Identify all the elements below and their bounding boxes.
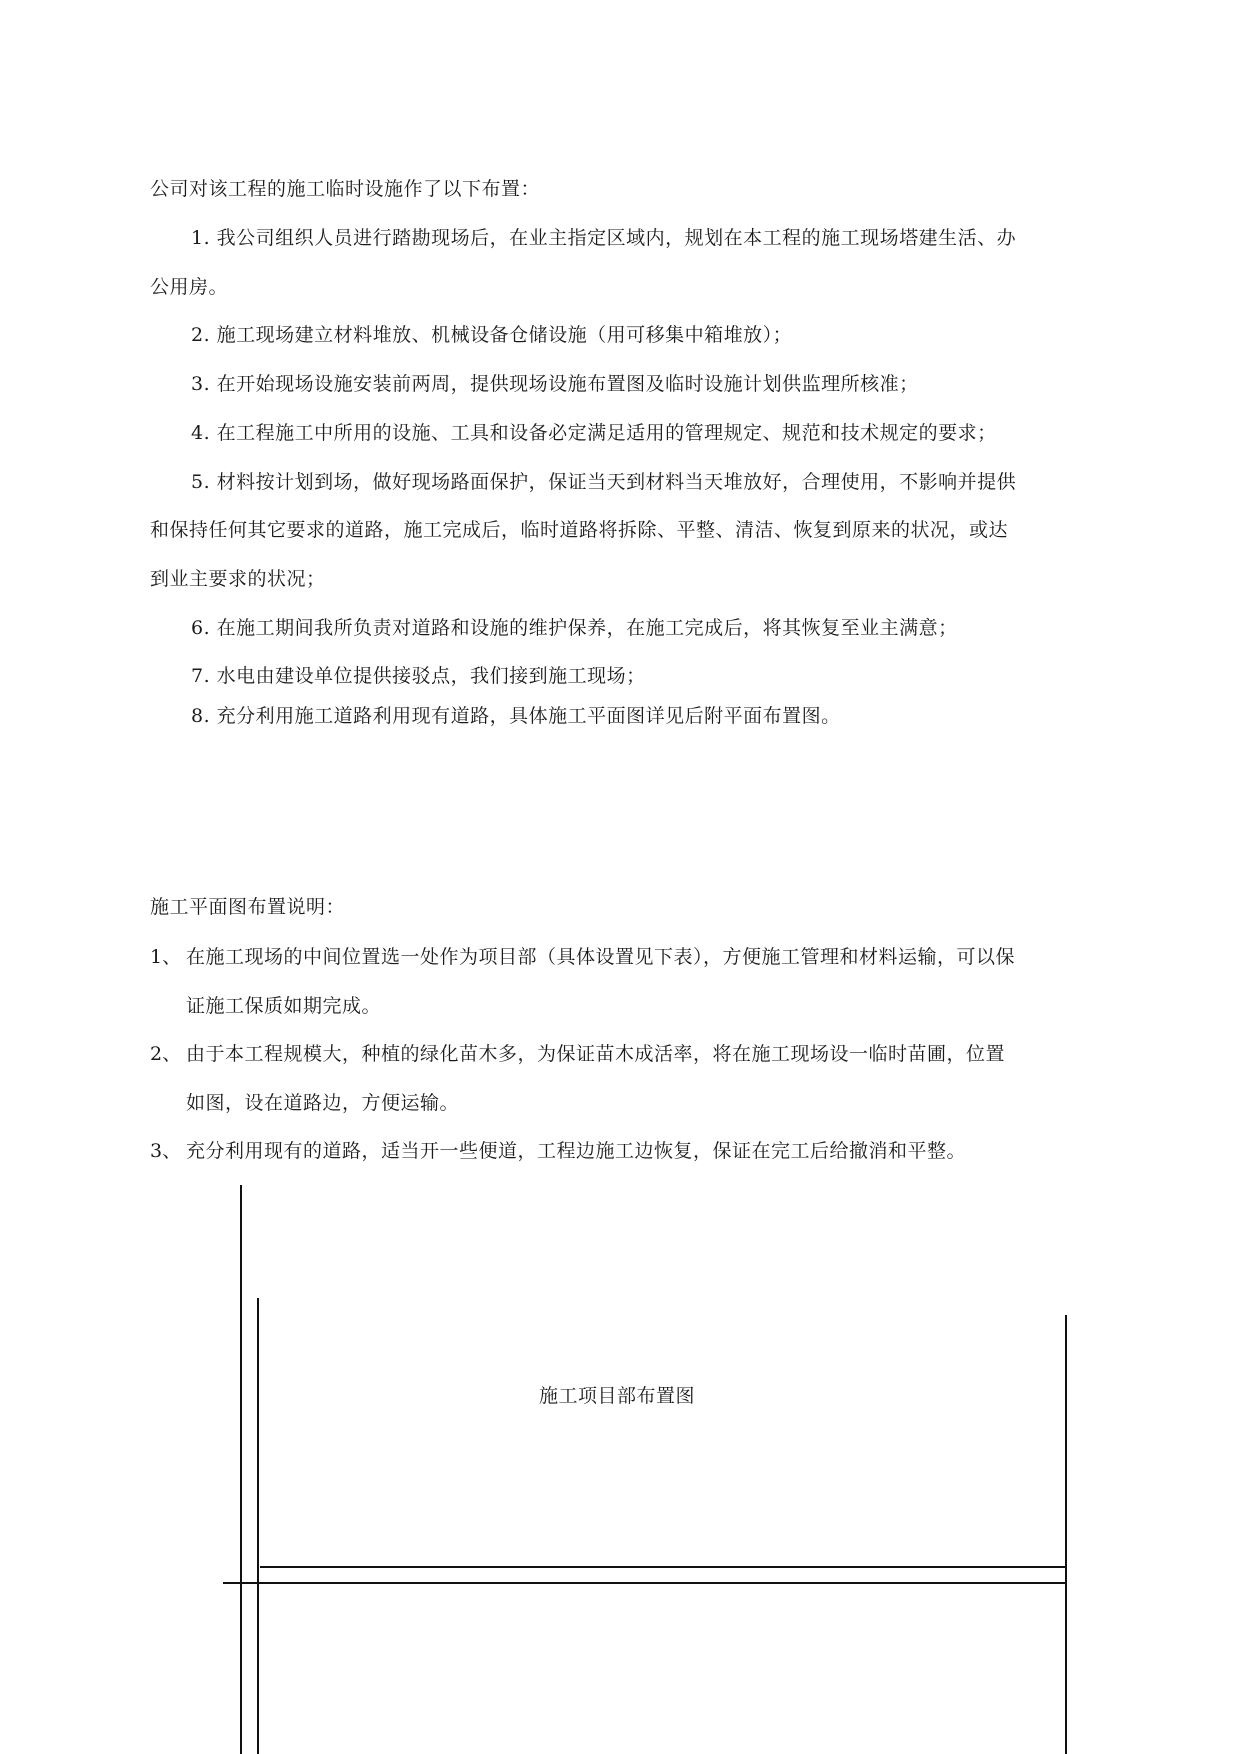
section1-item1-line2: 公用房。 (150, 276, 229, 298)
section1-item1-line1: 1. 我公司组织人员进行踏勘现场后，在业主指定区域内，规划在本工程的施工现场塔建生活、办 (191, 227, 1017, 249)
section1-item6: 6. 在施工期间我所负责对道路和设施的维护保养，在施工完成后，将其恢复至业主满意； (191, 617, 958, 639)
diagram-lower-horizontal-line (223, 1582, 1065, 1584)
section2-item1-line1: 在施工现场的中间位置选一处作为项目部（具体设置见下表），方便施工管理和材料运输，可以保 (186, 946, 1016, 968)
section1-heading: 公司对该工程的施工临时设施作了以下布置： (150, 178, 541, 200)
section1-item2: 2. 施工现场建立材料堆放、机械设备仓储设施（用可移集中箱堆放）； (191, 324, 793, 346)
section2-item2-number: 2、 (150, 1043, 182, 1065)
diagram-inner-left-line (257, 1298, 259, 1754)
section2-item1-line2: 证施工保质如期完成。 (186, 995, 382, 1017)
diagram-upper-horizontal-line (260, 1566, 1065, 1568)
section1-item5-line2: 和保持任何其它要求的道路，施工完成后，临时道路将拆除、平整、清洁、恢复到原来的状况，或达 (150, 519, 1009, 541)
section2-item2-line2: 如图，设在道路边，方便运输。 (186, 1092, 460, 1114)
section2-item3-number: 3、 (150, 1140, 182, 1162)
diagram-right-line (1065, 1315, 1067, 1754)
section2-item3-line1: 充分利用现有的道路，适当开一些便道，工程边施工边恢复，保证在完工后给撤消和平整。 (186, 1140, 967, 1162)
section1-item5-line1: 5. 材料按计划到场，做好现场路面保护，保证当天到材料当天堆放好，合理使用，不影响并提供 (191, 471, 1017, 493)
section2-heading: 施工平面图布置说明： (150, 896, 346, 918)
section1-item7: 7. 水电由建设单位提供接驳点，我们接到施工现场； (191, 665, 646, 687)
section1-item8: 8. 充分利用施工道路利用现有道路，具体施工平面图详见后附平面布置图。 (191, 705, 841, 727)
section2-item1-number: 1、 (150, 946, 182, 968)
diagram-title: 施工项目部布置图 (539, 1385, 696, 1407)
section1-item5-line3: 到业主要求的状况； (150, 568, 326, 590)
section1-item4: 4. 在工程施工中所用的设施、工具和设备必定满足适用的管理规定、规范和技术规定的要求； (191, 422, 997, 444)
diagram-outer-left-line (240, 1185, 242, 1754)
section2-item2-line1: 由于本工程规模大，种植的绿化苗木多，为保证苗木成活率，将在施工现场设一临时苗圃，位置 (186, 1043, 1006, 1065)
section1-item3: 3. 在开始现场设施安装前两周，提供现场设施布置图及临时设施计划供监理所核准； (191, 373, 919, 395)
